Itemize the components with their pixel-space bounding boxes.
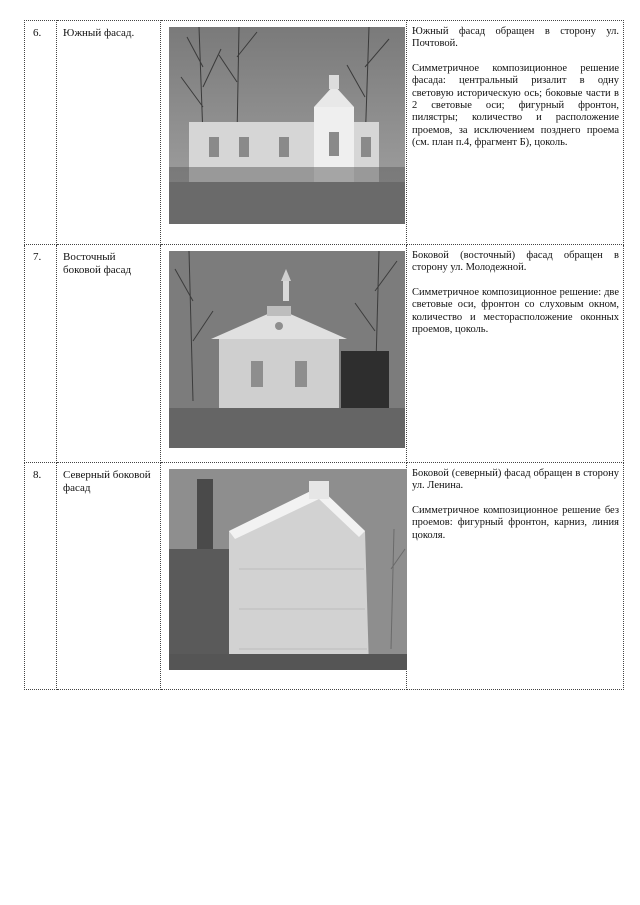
table-row <box>25 245 624 463</box>
facade-table <box>24 20 624 690</box>
facade-description: Симметричное композиционное решение фасада: центральный ризалит в одну световую историческую ось; боковые части в 2 световые оси; фигурный фронтон, пилястры; количество и расположение проемов, за исключением позднего проема (см. план п.4, фрагмент Б), цоколь. <box>412 62 619 149</box>
facade-name: Южный фасад. <box>57 21 161 245</box>
facade-orientation: Южный фасад обращен в сторону ул. Почтовой. <box>412 26 619 50</box>
facade-orientation: Боковой (восточный) фасад обращен в сторону ул. Молодежной. <box>412 250 619 274</box>
south-facade-photo <box>169 27 405 224</box>
row-number: 7. <box>25 245 57 463</box>
east-facade-photo <box>169 251 405 448</box>
facade-name: Восточный боковой фасад <box>57 245 161 463</box>
north-facade-photo <box>169 469 407 670</box>
facade-description: Симметричное композиционное решение без проемов: фигурный фронтон, карниз, линия цоколя. <box>412 504 619 541</box>
facade-name: Северный боковой фасад <box>57 463 161 690</box>
row-number: 6. <box>25 21 57 245</box>
table-row <box>25 21 624 245</box>
table-row <box>25 463 624 690</box>
facade-description: Симметричное композиционное решение: две световые оси, фронтон со слуховым окном, количество и месторасположение оконных проемов, цоколь. <box>412 286 619 336</box>
facade-orientation: Боковой (северный) фасад обращен в сторону ул. Ленина. <box>412 468 619 492</box>
row-number: 8. <box>25 463 57 690</box>
